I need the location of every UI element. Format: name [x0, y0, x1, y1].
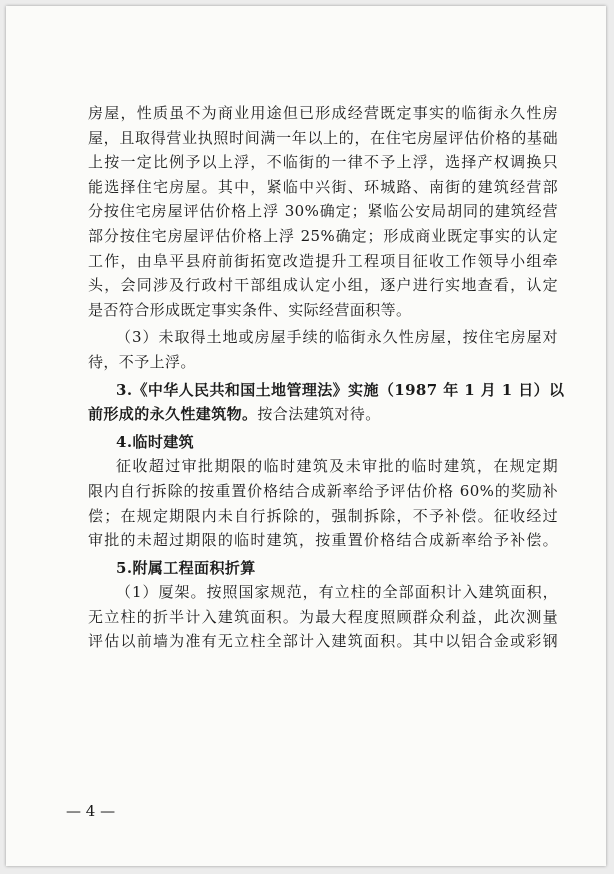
section-heading: 3.《中华人民共和国土地管理法》实施（1987 年 1 月 1 日）以 [116, 380, 565, 399]
document-body [88, 101, 565, 654]
page-number: — 4 — [66, 802, 116, 820]
text-line: 头，会同涉及行政村干部组成认定小组，逐户进行实地查看，认定 [88, 276, 558, 295]
text-line: 分按住宅房屋评估价格上浮 30%确定；紧临公安局胡同的建筑经营 [88, 202, 558, 221]
text-line [88, 402, 558, 427]
text-line: 屋，且取得营业执照时间满一年以上的，在住宅房屋评估价格的基础 [88, 128, 558, 147]
document-page [6, 6, 606, 866]
text-line: 待，不予上浮。 [88, 352, 196, 371]
text-line: 偿；在规定期限内未自行拆除的，强制拆除，不予补偿。征收经过 [88, 506, 558, 525]
text-line: 限内自行拆除的按重置价格结合成新率给予评估价格 60%的奖励补 [88, 481, 558, 500]
text-line: （1）厦架。按照国家规范，有立柱的全部面积计入建筑面积， [116, 583, 558, 602]
text-line: 是否符合形成既定事实条件、实际经营面积等。 [88, 300, 412, 319]
section-heading: 4.临时建筑 [116, 432, 195, 451]
text-line: （3）未取得土地或房屋手续的临街永久性房屋，按住宅房屋对 [116, 328, 558, 347]
section-text: 按合法建筑对待。 [257, 405, 381, 424]
text-line: 房屋，性质虽不为商业用途但已形成经营既定事实的临街永久性房 [88, 104, 558, 122]
text-line: 无立柱的折半计入建筑面积。为最大程度照顾群众利益，此次测量 [88, 607, 558, 626]
paragraph-commercial-frontage [88, 101, 558, 322]
section-heading-continuation: 前形成的永久性建筑物。 [88, 405, 258, 424]
text-line: 评估以前墙为准有无立柱全部计入建筑面积。其中以铝合金或彩钢 [88, 632, 558, 651]
text-line: 工作，由阜平县府前街拓宽改造提升工程项目征收工作领导小组牵 [88, 251, 558, 270]
text-line: 征收超过审批期限的临时建筑及未审批的临时建筑，在规定期 [116, 457, 558, 476]
text-line: 能选择住宅房屋。其中，紧临中兴街、环城路、南街的建筑经营部 [88, 177, 558, 196]
paragraph-no-permit-frontage [88, 325, 558, 374]
text-line: 上按一定比例予以上浮，不临街的一律不予上浮，选择产权调换只 [88, 153, 558, 172]
section-auxiliary-area [88, 556, 558, 654]
section-heading: 5.附属工程面积折算 [116, 558, 256, 577]
section-land-law-buildings [88, 378, 565, 427]
section-temporary-buildings [88, 430, 558, 553]
text-line: 部分按住宅房屋评估价格上浮 25%确定；形成商业既定事实的认定 [88, 226, 558, 245]
text-line: 审批的未超过期限的临时建筑，按重置价格结合成新率给予补偿。 [88, 531, 558, 550]
